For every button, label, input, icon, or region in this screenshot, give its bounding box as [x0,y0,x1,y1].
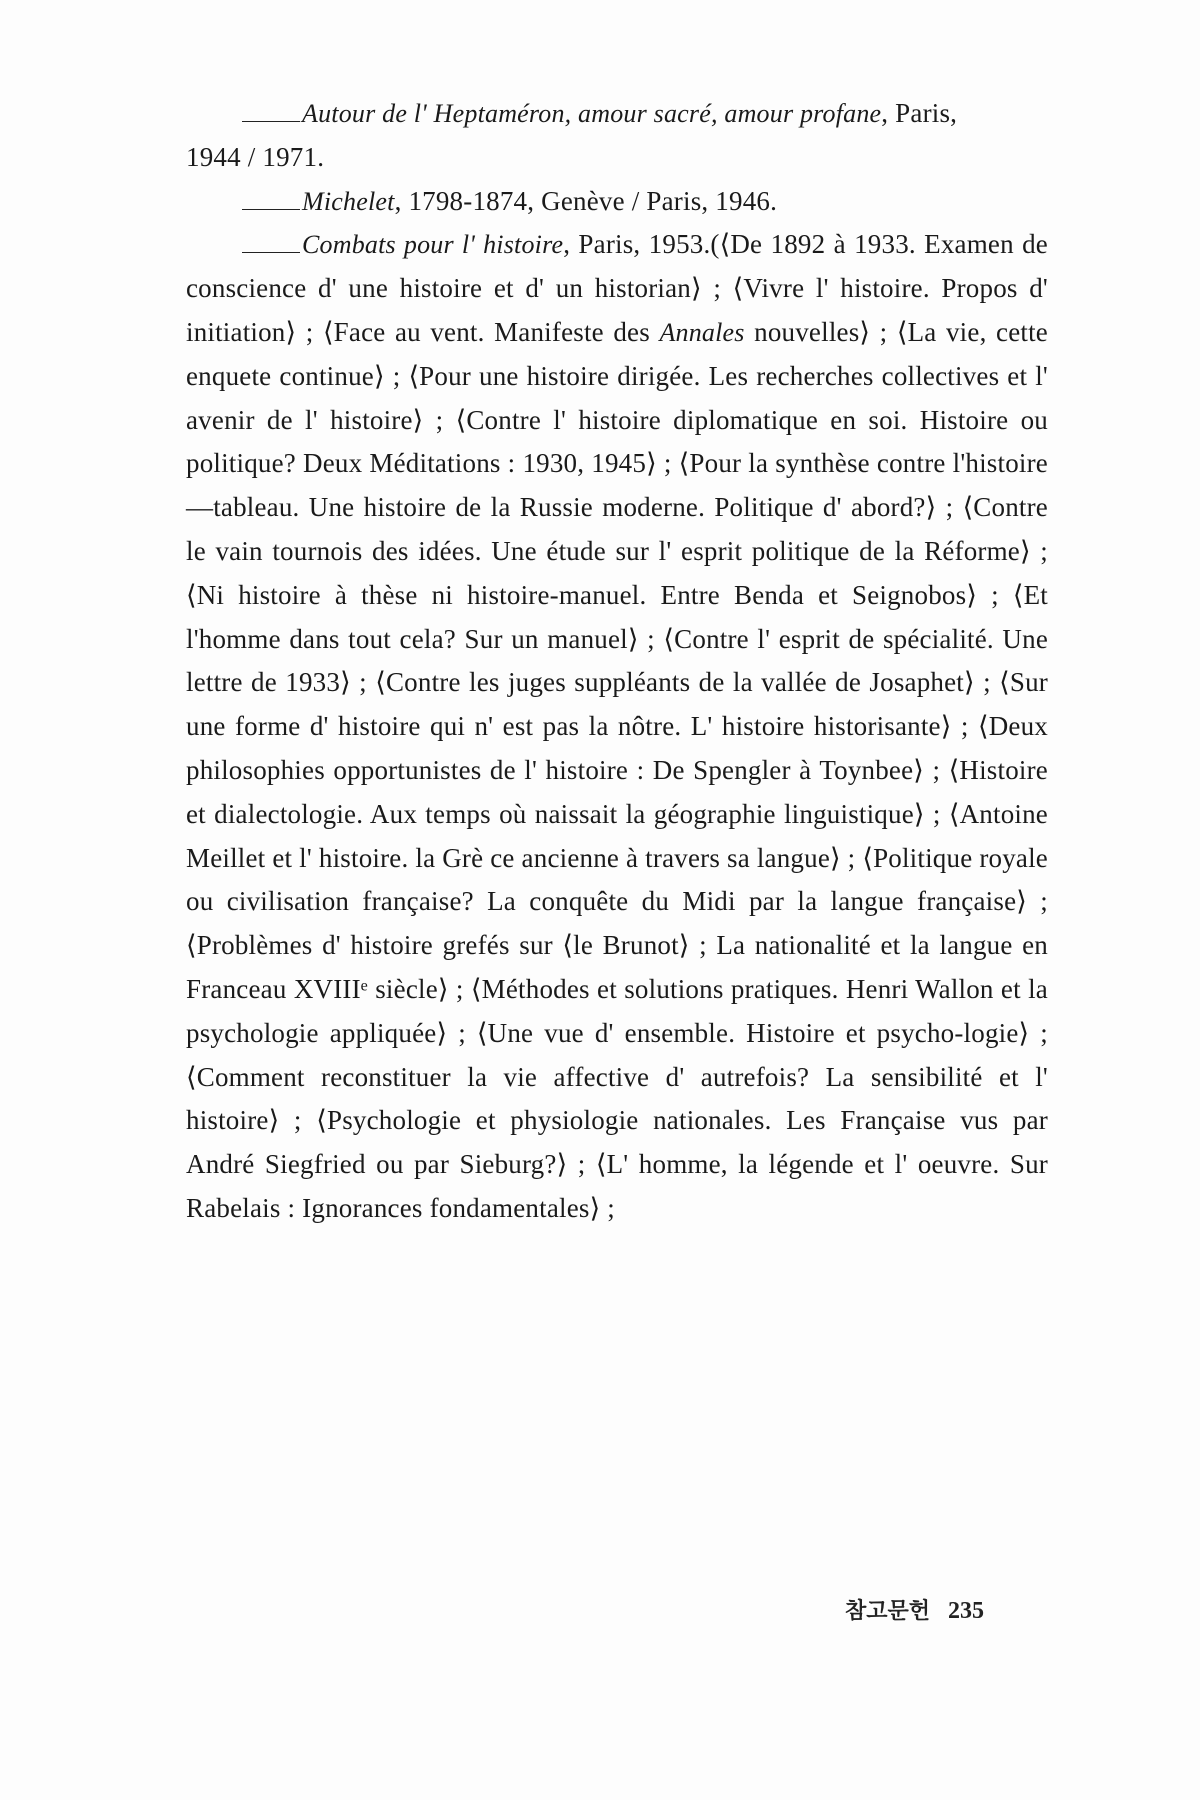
entry-details: , Paris, 1953.(⟨De 1892 à 1933. Examen de conscience d' une histoire et d' un historian⟩ ; ⟨Vivre l' histoire. Propos d' initiation⟩ ; ⟨Face au vent. Manifeste des [186,229,1048,347]
entry-title: Autour de l' Heptaméron, amour sacré, amour profane [302,99,882,128]
ditto-dash [242,209,300,210]
entry-details: 1944 / 1971. [186,141,325,172]
entry-title: Combats pour l' histoire [302,230,564,260]
bibliography-entry [186,180,1048,224]
page-footer [845,1594,984,1625]
page-number: 235 [948,1598,985,1624]
ditto-dash [242,121,300,122]
bibliography-page [186,92,1048,1231]
entry-details: , 1798-1874, Genève / Paris, 1946. [394,185,778,216]
bibliography-entry [186,223,1048,1230]
bibliography-entry [186,92,1048,136]
ditto-dash [242,252,300,253]
entry-italic-term: Annales [659,317,745,347]
bibliography-entry-continuation [186,136,1048,180]
running-footer-section: 참고문헌 [845,1599,931,1624]
entry-details: , Paris, [881,98,958,128]
entry-details-continued: nouvelles⟩ ; ⟨La vie, cette enquete continue⟩ ; ⟨Pour une histoire dirigée. Les recherches collectives et l' avenir de l' histoire⟩ ; ⟨Contre l' histoire diplomatique en soi. Histoire ou politique? Deux Méditations : 1930, 1945⟩ ; ⟨Pour la synthèse contre l'histoire—tableau. Une histoire de la Russie moderne. Politique d' abord?⟩ ; ⟨Contre le vain tournois des idées. Une étude sur l' esprit politique de la Réforme⟩ ; ⟨Ni histoire à thèse ni histoire-manuel. Entre Benda et Seignobos⟩ ; ⟨Et l'homme dans tout cela? Sur un manuel⟩ ; ⟨Contre l' esprit de spécialité. Une lettre de 1933⟩ ; ⟨Contre les juges suppléants de la vallée de Josaphet⟩ ; ⟨Sur une forme d' histoire qui n' est pas la nôtre. L' histoire historisante⟩ ; ⟨Deux philosophies opportunistes de l' histoire : De Spengler à Toynbee⟩ ; ⟨Histoire et dialectologie. Aux temps où naissait la géographie linguistique⟩ ; ⟨Antoine Meillet et l' histoire. la Grè ce ancienne à travers sa langue⟩ ; ⟨Politique royale ou civilisation française? La conquête du Midi par la langue française⟩ ; ⟨Problèmes d' histoire grefés sur ⟨le Brunot⟩ ; La nationalité et la langue en Franceau XVIIIᵉ siècle⟩ ; ⟨Méthodes et solutions pratiques. Henri Wallon et la psychologie appliquée⟩ ; ⟨Une vue d' ensemble. Histoire et psycho-logie⟩ ; ⟨Comment reconstituer la vie affective d' autrefois? La sensibilité et l' histoire⟩ ; ⟨Psychologie et physiologie nationales. Les Française vus par André Siegfried ou par Sieburg?⟩ ; ⟨L' homme, la légende et l' oeuvre. Sur Rabelais : Ignorances fondamentales⟩ ; [186,316,1048,1223]
entry-title: Michelet [302,186,395,216]
